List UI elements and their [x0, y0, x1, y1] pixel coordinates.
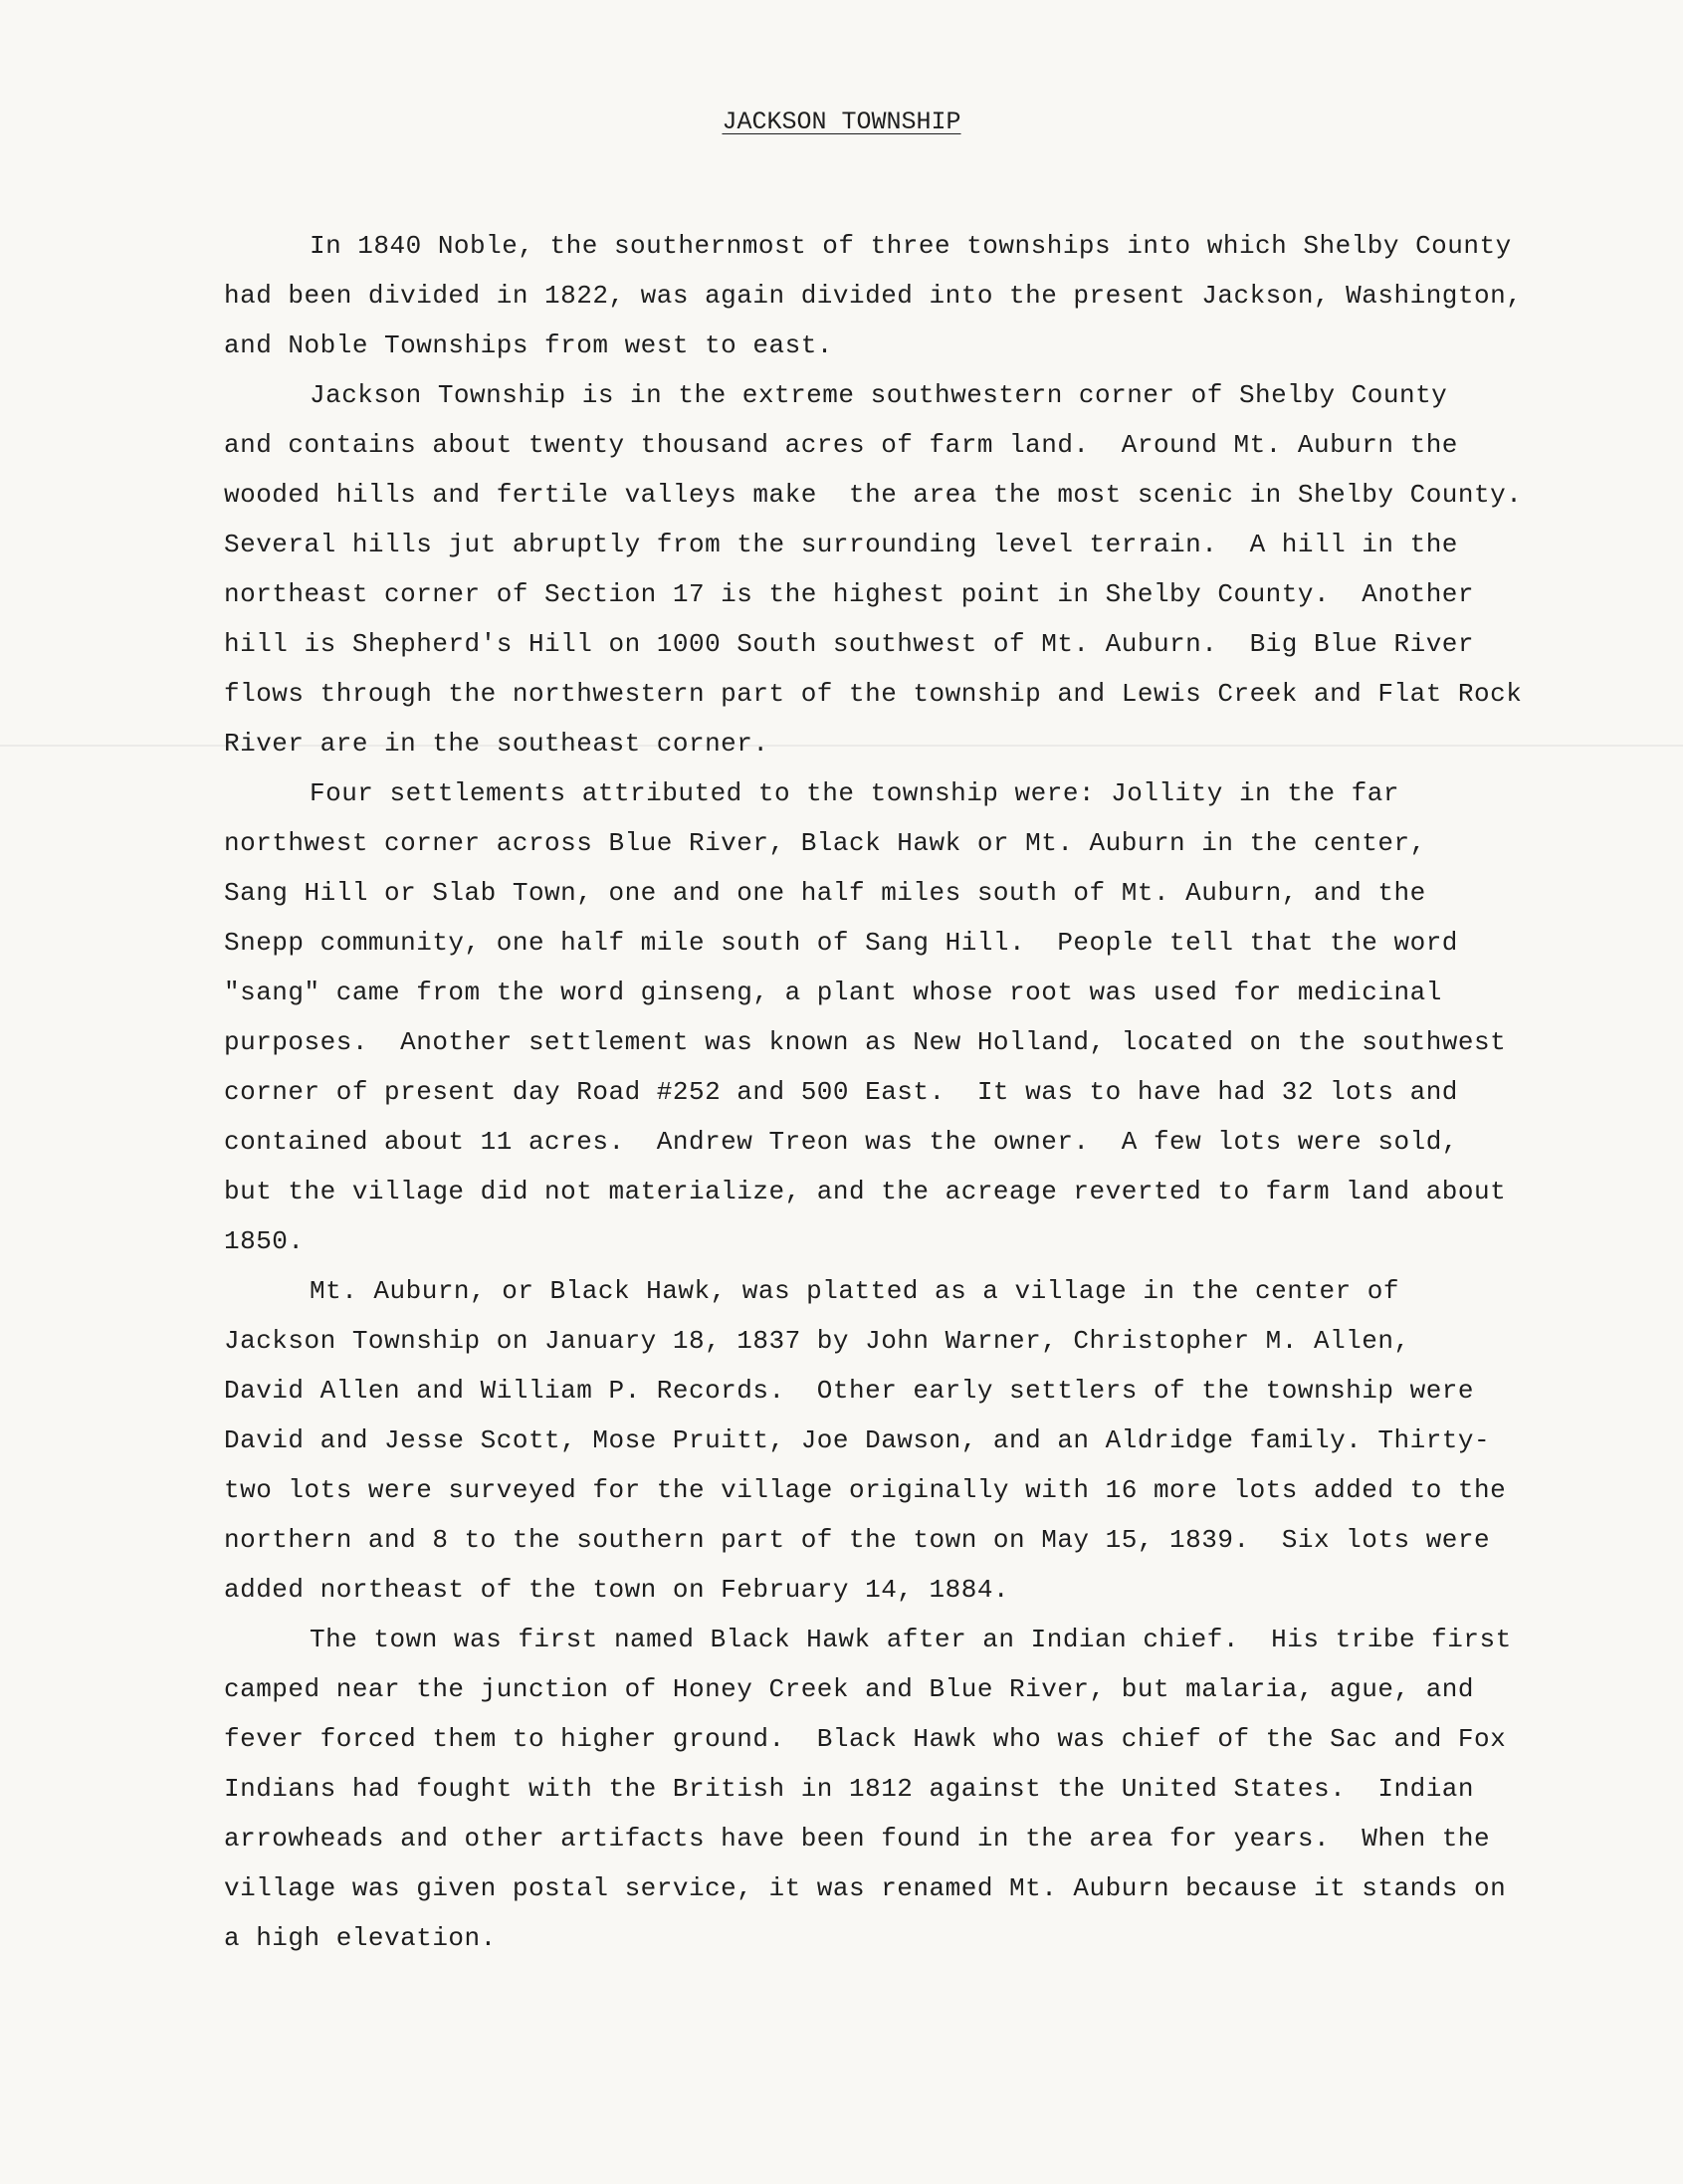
paragraph-line: northeast corner of Section 17 is the highest point in Shelby County. Another	[224, 579, 1474, 609]
paragraph-line: Jackson Township on January 18, 1837 by John Warner, Christopher M. Allen,	[224, 1326, 1410, 1356]
paragraph-line: a high elevation.	[224, 1923, 497, 1953]
paragraph-line: In 1840 Noble, the southernmost of three townships into which Shelby County	[310, 231, 1512, 261]
paragraph-line: Several hills jut abruptly from the surrounding level terrain. A hill in the	[224, 530, 1458, 559]
paragraph-line: corner of present day Road #252 and 500 East. It was to have had 32 lots and	[224, 1077, 1458, 1107]
paragraph-line: Mt. Auburn, or Black Hawk, was platted as a village in the center of	[310, 1276, 1399, 1306]
paragraph-5	[224, 1615, 1587, 1963]
document-body	[224, 221, 1587, 1963]
paragraph-line: village was given postal service, it was renamed Mt. Auburn because it stands on	[224, 1873, 1507, 1903]
paragraph-3	[224, 768, 1587, 1266]
paragraph-line: Sang Hill or Slab Town, one and one half miles south of Mt. Auburn, and the	[224, 878, 1426, 908]
paragraph-line: "sang" came from the word ginseng, a plant whose root was used for medicinal	[224, 978, 1442, 1007]
paragraph-line: Four settlements attributed to the township were: Jollity in the far	[310, 778, 1399, 808]
paragraph-line: arrowheads and other artifacts have been found in the area for years. When the	[224, 1824, 1491, 1854]
paragraph-line: flows through the northwestern part of the township and Lewis Creek and Flat Rock	[224, 679, 1523, 709]
paragraph-line: but the village did not materialize, and the acreage reverted to farm land about	[224, 1177, 1507, 1206]
paragraph-line: David and Jesse Scott, Mose Pruitt, Joe Dawson, and an Aldridge family. Thirty-	[224, 1425, 1491, 1455]
paragraph-line: and contains about twenty thousand acres of farm land. Around Mt. Auburn the	[224, 430, 1458, 460]
document-title	[0, 108, 1683, 136]
paragraph-line: contained about 11 acres. Andrew Treon was the owner. A few lots were sold,	[224, 1127, 1458, 1157]
paragraph-line: had been divided in 1822, was again divided into the present Jackson, Washington,	[224, 281, 1523, 311]
paragraph-line: wooded hills and fertile valleys make the area the most scenic in Shelby County.	[224, 480, 1523, 510]
paragraph-line: northwest corner across Blue River, Black Hawk or Mt. Auburn in the center,	[224, 828, 1426, 858]
paragraph-line: Indians had fought with the British in 1812 against the United States. Indian	[224, 1774, 1474, 1804]
paragraph-line: David Allen and William P. Records. Other early settlers of the township were	[224, 1376, 1474, 1406]
document-title-text: JACKSON TOWNSHIP	[722, 108, 961, 136]
paragraph-line: camped near the junction of Honey Creek and Blue River, but malaria, ague, and	[224, 1674, 1474, 1704]
paragraph-line: hill is Shepherd's Hill on 1000 South southwest of Mt. Auburn. Big Blue River	[224, 629, 1474, 659]
paragraph-line: added northeast of the town on February 14, 1884.	[224, 1575, 1010, 1605]
paragraph-line: purposes. Another settlement was known as New Holland, located on the southwest	[224, 1027, 1507, 1057]
paragraph-2	[224, 370, 1587, 768]
paragraph-line: Snepp community, one half mile south of Sang Hill. People tell that the word	[224, 928, 1458, 958]
paragraph-line: and Noble Townships from west to east.	[224, 330, 833, 360]
paragraph-line: 1850.	[224, 1226, 305, 1256]
paragraph-line: River are in the southeast corner.	[224, 729, 769, 759]
paragraph-4	[224, 1266, 1587, 1615]
paragraph-line: northern and 8 to the southern part of the town on May 15, 1839. Six lots were	[224, 1525, 1491, 1555]
paragraph-line: The town was first named Black Hawk after an Indian chief. His tribe first	[310, 1625, 1512, 1654]
paragraph-line: two lots were surveyed for the village originally with 16 more lots added to the	[224, 1475, 1507, 1505]
paragraph-line: fever forced them to higher ground. Black Hawk who was chief of the Sac and Fox	[224, 1724, 1507, 1754]
paragraph-1	[224, 221, 1587, 370]
paragraph-line: Jackson Township is in the extreme southwestern corner of Shelby County	[310, 380, 1448, 410]
